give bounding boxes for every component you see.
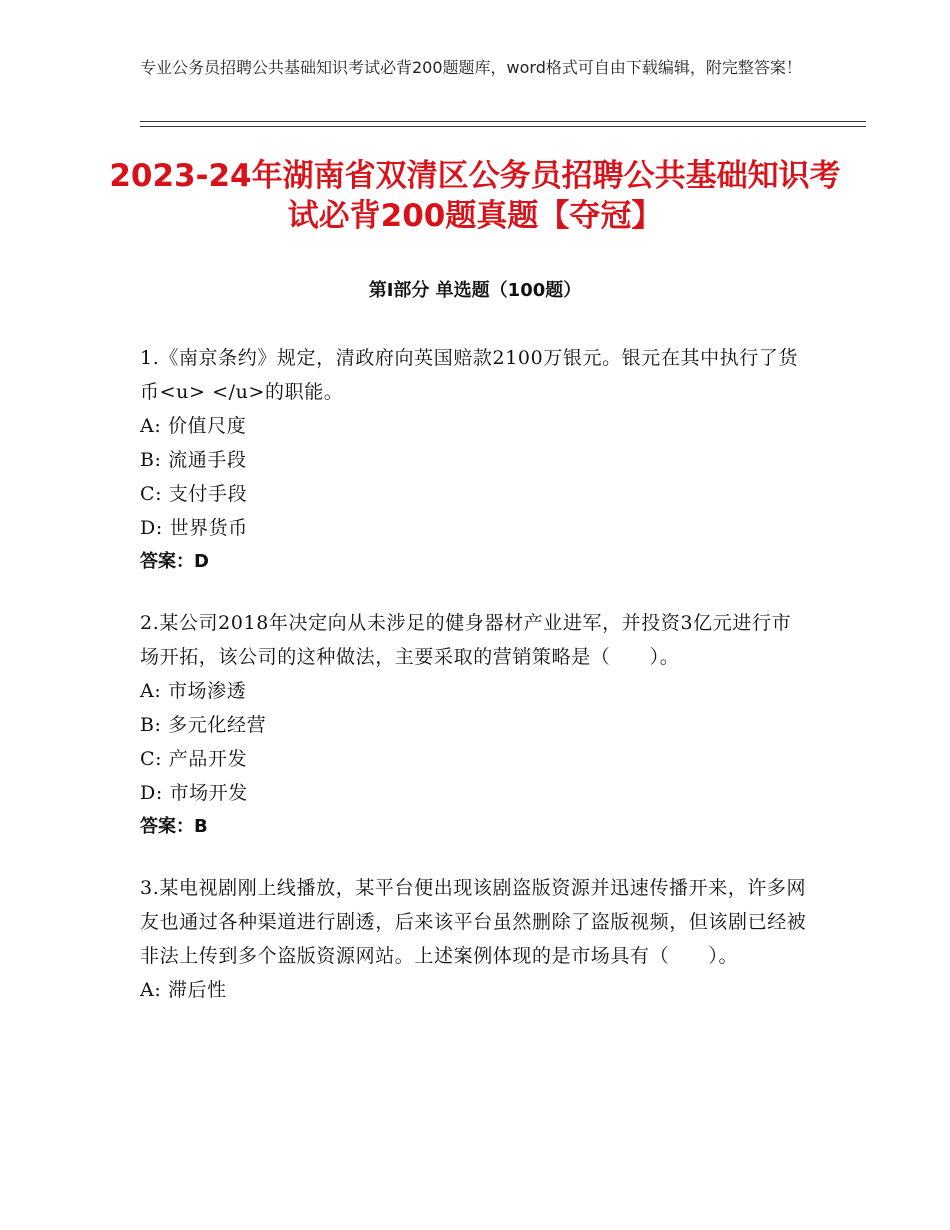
question-2: [140, 606, 810, 844]
header-divider-bottom: [140, 126, 866, 127]
option-b: B: 多元化经营: [140, 714, 267, 736]
option-a: A: 价值尺度: [140, 415, 247, 437]
option-d: D: 市场开发: [140, 782, 248, 804]
question-stem: 2.某公司2018年决定向从未涉足的健身器材产业进军，并投资3亿元进行市场开拓，该公司的这种做法，主要采取的营销策略是（ ）。: [140, 612, 792, 668]
option-c: C: 支付手段: [140, 483, 248, 505]
question-list: [140, 341, 810, 1034]
document-title: 2023-24年湖南省双清区公务员招聘公共基础知识考试必背200题真题【夺冠】: [109, 158, 841, 234]
option-c: C: 产品开发: [140, 748, 248, 770]
answer-label: 答案：B: [140, 816, 208, 837]
option-d: D: 世界货币: [140, 517, 248, 539]
option-a: A: 滞后性: [140, 979, 227, 1001]
section-heading: 第Ⅰ部分 单选题（100题）: [368, 280, 582, 301]
question-3: [140, 871, 810, 1007]
option-b: B: 流通手段: [140, 449, 247, 471]
question-stem: 1.《南京条约》规定，清政府向英国赔款2100万银元。银元在其中执行了货币<u> </u>的职能。: [140, 347, 799, 403]
question-stem: 3.某电视剧刚上线播放，某平台便出现该剧盗版资源并迅速传播开来，许多网友也通过各种渠道进行剧透，后来该平台虽然删除了盗版视频，但该剧已经被非法上传到多个盗版资源网站。上述案例体现的是市场具有（ ）。: [140, 877, 807, 967]
header-note: 专业公务员招聘公共基础知识考试必背200题题库，word格式可自由下载编辑，附完整答案！: [140, 58, 802, 77]
answer-label: 答案：D: [140, 551, 209, 572]
option-a: A: 市场渗透: [140, 680, 247, 702]
question-1: [140, 341, 810, 579]
header-divider-top: [140, 121, 866, 122]
